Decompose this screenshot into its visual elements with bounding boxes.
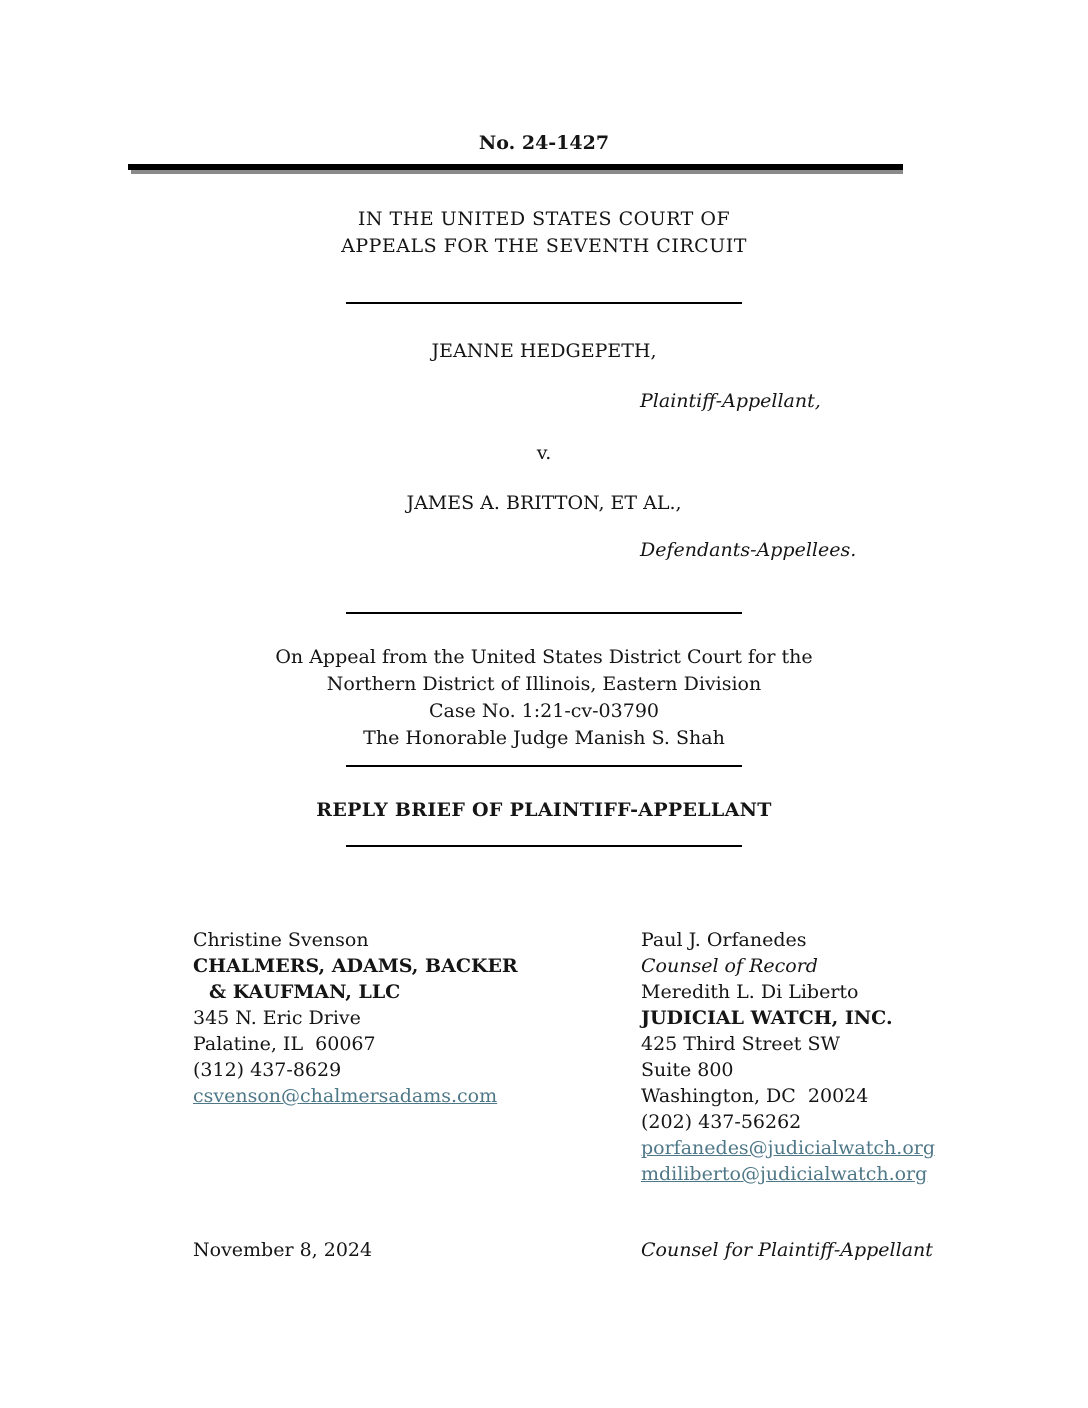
brief-title-divider-top <box>346 765 742 767</box>
firm-name-line-2: & KAUFMAN, LLC <box>209 981 401 1003</box>
court-title-line-1: IN THE UNITED STATES COURT OF <box>357 208 731 230</box>
plaintiff-name: JEANNE HEDGEPETH, <box>431 340 657 362</box>
email-link[interactable]: porfanedes@judicialwatch.org <box>641 1137 935 1159</box>
attorney-name: Christine Svenson <box>193 929 369 951</box>
header-rule <box>128 164 903 174</box>
org-address: 425 Third Street SW <box>641 1033 841 1055</box>
appeal-judge: The Honorable Judge Manish S. Shah <box>363 727 725 749</box>
filing-date: November 8, 2024 <box>193 1239 373 1261</box>
counsel-block-right <box>641 927 1041 1187</box>
org-suite: Suite 800 <box>641 1059 734 1081</box>
email-link[interactable]: mdiliberto@judicialwatch.org <box>641 1163 928 1185</box>
org-city-state-zip: Washington, DC 20024 <box>641 1085 869 1107</box>
firm-name-line-1: CHALMERS, ADAMS, BACKER <box>193 955 518 977</box>
caption-divider-bottom <box>346 612 742 614</box>
court-title <box>0 206 1088 260</box>
firm-address: 345 N. Eric Drive <box>193 1007 361 1029</box>
counsel-of-record-label: Counsel of Record <box>641 955 818 977</box>
brief-title-divider-bottom <box>346 845 742 847</box>
versus-label: v. <box>536 442 552 464</box>
counsel-role-label: Counsel for Plaintiff-Appellant <box>641 1239 933 1261</box>
counsel-block-left <box>193 927 641 1109</box>
caption-divider-top <box>346 302 742 304</box>
email-link[interactable]: csvenson@chalmersadams.com <box>193 1085 498 1107</box>
appeal-case-number: Case No. 1:21-cv-03790 <box>428 700 660 722</box>
org-phone: (202) 437-56262 <box>641 1111 802 1133</box>
attorney-name: Paul J. Orfanedes <box>641 929 807 951</box>
attorney-name-2: Meredith L. Di Liberto <box>641 981 859 1003</box>
appeal-origin-block <box>0 644 1088 752</box>
defendant-role-label: Defendants-Appellees. <box>640 539 857 561</box>
court-title-line-2: APPEALS FOR THE SEVENTH CIRCUIT <box>341 235 747 257</box>
footer-row <box>0 1237 1088 1263</box>
appeal-line-2: Northern District of Illinois, Eastern Division <box>326 673 762 695</box>
counsel-blocks <box>0 927 1088 1187</box>
brief-title: REPLY BRIEF OF PLAINTIFF-APPELLANT <box>316 799 772 821</box>
firm-phone: (312) 437-8629 <box>193 1059 342 1081</box>
org-name: JUDICIAL WATCH, INC. <box>641 1007 893 1029</box>
appeal-line-1: On Appeal from the United States District Court for the <box>275 646 813 668</box>
plaintiff-role-label: Plaintiff-Appellant, <box>640 390 821 412</box>
firm-city-state-zip: Palatine, IL 60067 <box>193 1033 376 1055</box>
case-number: No. 24-1427 <box>478 132 610 154</box>
header-rule-shadow <box>131 170 903 174</box>
defendant-name: JAMES A. BRITTON, ET AL., <box>406 492 682 514</box>
